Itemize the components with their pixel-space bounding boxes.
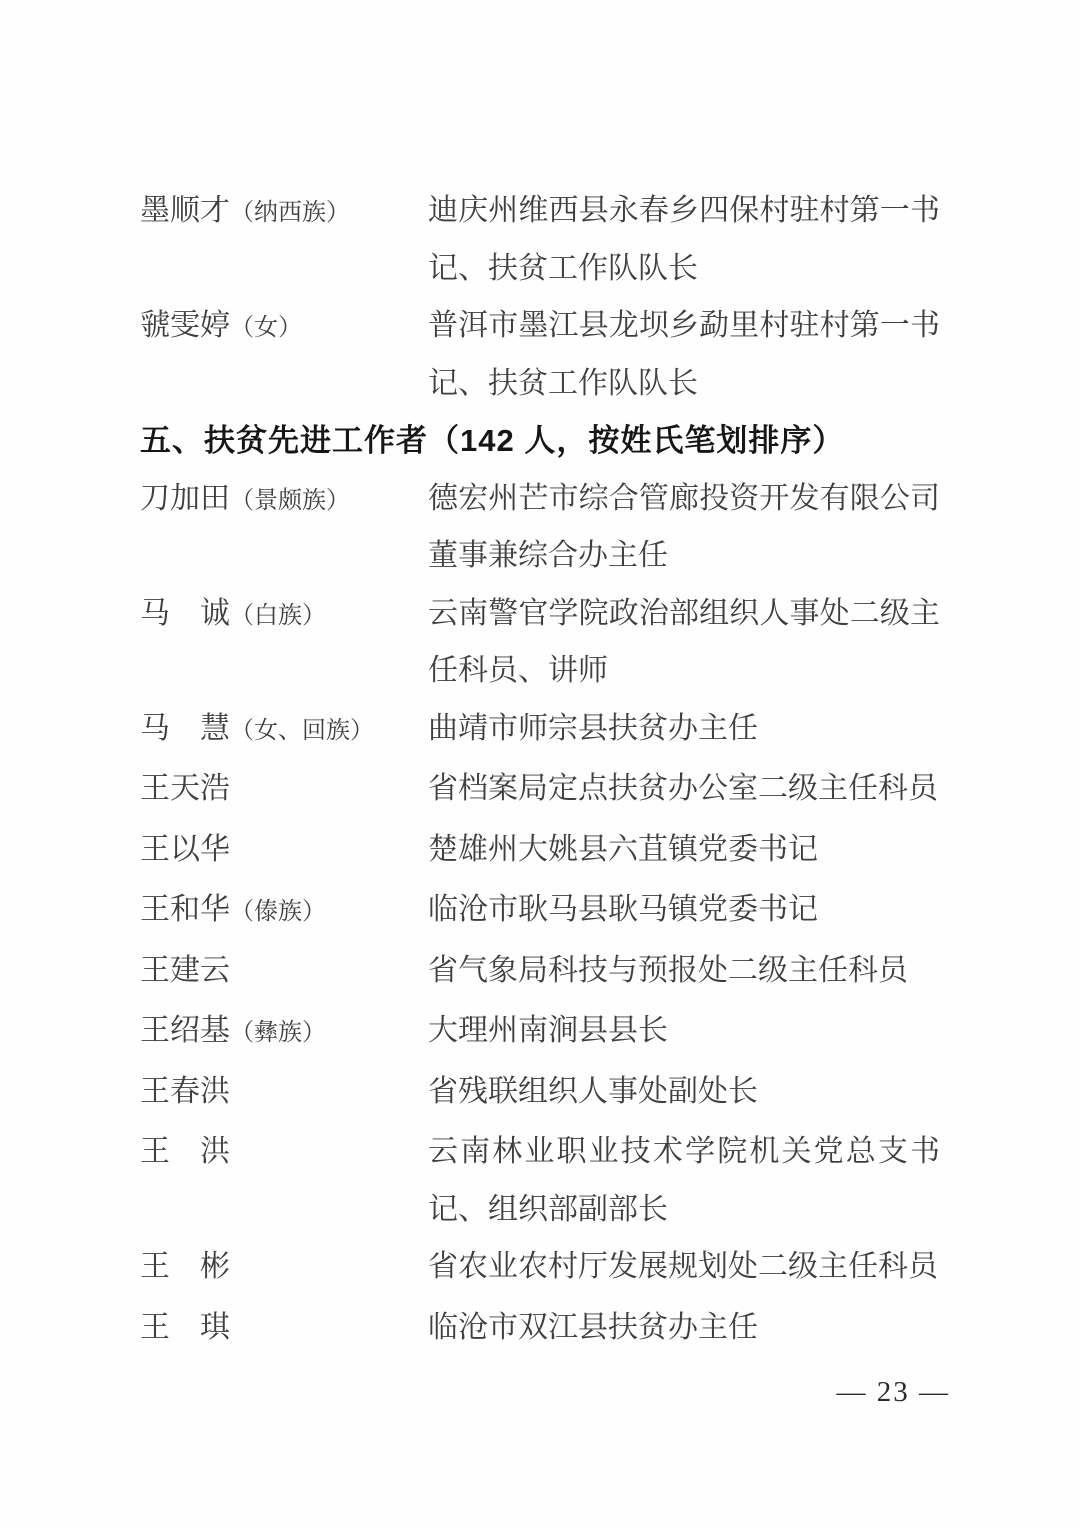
- person-position-cell: [428, 470, 940, 585]
- position-line: 德宏州芒市综合管廊投资开发有限公司: [428, 481, 940, 515]
- position-line: 云南警官学院政治部组织人事处二级主: [428, 596, 940, 630]
- list-item: [140, 821, 940, 882]
- list-item: [140, 942, 940, 1003]
- person-name-cell: [140, 1238, 428, 1299]
- person-name: 王 彬: [140, 1250, 230, 1283]
- ethnicity-gender-note: （傣族）: [230, 899, 326, 925]
- person-position-cell: [428, 297, 940, 412]
- list-item: [140, 182, 940, 297]
- person-name: 马 慧: [140, 711, 230, 745]
- document-content: [140, 182, 940, 1359]
- person-name: 王 洪: [140, 1135, 230, 1168]
- person-name-cell: [140, 1002, 428, 1063]
- list-item: [140, 700, 940, 761]
- page-number: — 23 —: [836, 1376, 950, 1408]
- list-item: [140, 1238, 940, 1299]
- person-position-cell: [428, 1123, 940, 1238]
- person-name: 王春洪: [140, 1074, 230, 1108]
- awardee-list-continued: [140, 182, 940, 412]
- position-line: 楚雄州大姚县六苴镇党委书记: [428, 832, 818, 866]
- person-name: 王 琪: [140, 1310, 230, 1344]
- position-line: 云南林业职业技术学院机关党总支书: [428, 1135, 940, 1168]
- list-item: [140, 470, 940, 585]
- person-position-cell: [428, 1299, 940, 1357]
- person-position-cell: [428, 585, 940, 700]
- ethnicity-gender-note: （景颇族）: [230, 487, 350, 514]
- person-name-cell: [140, 1063, 428, 1124]
- person-name: 王和华: [140, 893, 230, 926]
- list-item: [140, 1299, 940, 1360]
- position-line: 董事兼综合办主任: [428, 539, 668, 572]
- person-position-cell: [428, 1238, 940, 1296]
- person-position-cell: [428, 942, 940, 1000]
- person-name-cell: [140, 760, 428, 821]
- position-line: 省档案局定点扶贫办公室二级主任科员: [428, 772, 938, 805]
- list-item: [140, 585, 940, 700]
- position-line: 曲靖市师宗县扶贫办主任: [428, 711, 758, 745]
- list-item: [140, 760, 940, 821]
- position-line: 临沧市双江县扶贫办主任: [428, 1310, 758, 1344]
- person-name-cell: [140, 1299, 428, 1360]
- person-position-cell: [428, 881, 940, 939]
- list-item: [140, 881, 940, 942]
- person-name-cell: [140, 585, 428, 646]
- person-name-cell: [140, 1123, 428, 1184]
- person-name: 虢雯婷: [140, 309, 230, 342]
- person-position-cell: [428, 1002, 940, 1060]
- person-name: 刀加田: [140, 481, 230, 515]
- person-name-cell: [140, 182, 428, 243]
- person-name-cell: [140, 700, 428, 761]
- position-line: 省农业农村厅发展规划处二级主任科员: [428, 1250, 938, 1283]
- ethnicity-gender-note: （纳西族）: [230, 200, 350, 226]
- person-name: 墨顺才: [140, 194, 230, 227]
- position-line: 大理州南涧县县长: [428, 1014, 668, 1047]
- person-name: 王天浩: [140, 772, 230, 805]
- list-item: [140, 297, 940, 412]
- person-name: 王绍基: [140, 1014, 230, 1047]
- ethnicity-gender-note: （彝族）: [230, 1020, 326, 1046]
- ethnicity-gender-note: （女、回族）: [230, 717, 374, 744]
- person-name-cell: [140, 942, 428, 1003]
- person-position-cell: [428, 700, 940, 758]
- person-name: 王以华: [140, 832, 230, 866]
- person-name-cell: [140, 821, 428, 882]
- position-line: 临沧市耿马县耿马镇党委书记: [428, 893, 818, 926]
- position-line: 省残联组织人事处副处长: [428, 1074, 758, 1108]
- person-name-cell: [140, 297, 428, 358]
- awardee-list: [140, 470, 940, 1360]
- position-line: 记、扶贫工作队队长: [428, 251, 698, 285]
- person-position-cell: [428, 182, 940, 297]
- person-name-cell: [140, 881, 428, 942]
- ethnicity-gender-note: （白族）: [230, 602, 326, 629]
- list-item: [140, 1123, 940, 1238]
- person-position-cell: [428, 760, 940, 818]
- person-position-cell: [428, 821, 940, 879]
- position-line: 省气象局科技与预报处二级主任科员: [428, 953, 908, 987]
- position-line: 迪庆州维西县永春乡四保村驻村第一书: [428, 194, 940, 227]
- position-line: 任科员、讲师: [428, 654, 608, 687]
- person-name: 王建云: [140, 953, 230, 987]
- position-line: 记、扶贫工作队队长: [428, 366, 698, 400]
- section-heading: 五、扶贫先进工作者（142 人，按姓氏笔划排序）: [140, 423, 845, 458]
- person-name-cell: [140, 470, 428, 531]
- position-line: 普洱市墨江县龙坝乡勐里村驻村第一书: [428, 309, 940, 342]
- person-name: 马 诚: [140, 596, 230, 630]
- position-line: 记、组织部副部长: [428, 1192, 668, 1226]
- list-item: [140, 1063, 940, 1124]
- list-item: [140, 1002, 940, 1063]
- person-position-cell: [428, 1063, 940, 1121]
- ethnicity-gender-note: （女）: [230, 315, 302, 341]
